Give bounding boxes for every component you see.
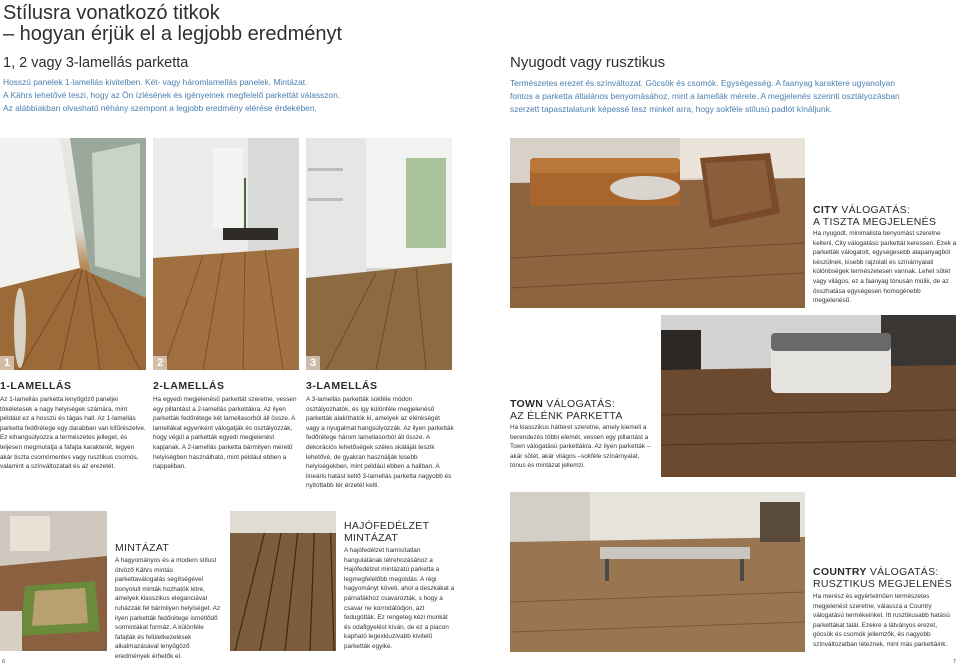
- hajo-heading: [344, 520, 429, 544]
- hajo-text: A hajófedélzet hamisítatlan hangulatának létrehozásához a Hajófedélzet mintázatú parketta a legmegfelelőbb megoldás. A régi hagyományt követi, ahol a deszkákat a párnafákhoz csavarozták, s hogy a csavar ne korrodálódjon, azt fedugótták. Ez rengeteg kézi munkát és odafigyelést kíván, de ez a piacon kapható legexkluzívabb kivitelű parketták egyike.: [344, 547, 455, 650]
- page-title-line1: Stílusra vonatkozó titkok: [3, 2, 220, 24]
- city-heading-line2: A TISZTA MEGJELENÉS: [813, 216, 937, 228]
- intro-text: [3, 76, 473, 115]
- col1-heading: 1-LAMELLÁS: [0, 380, 72, 392]
- page-title-line2: – hogyan érjük el a legjobb eredményt: [3, 23, 343, 45]
- intro-line: Hosszú panelek 1-lamellás kivitelben. Két- vagy háromlamellás panelek. Mintázat.: [3, 77, 308, 87]
- photo-number-1: 1: [0, 356, 14, 370]
- country-heading: [813, 566, 952, 590]
- intro-line: Természetes erezet és színváltozat. Göcsök és csomók. Egységesség. A faanyag karaktere ugyanolyan: [510, 78, 895, 88]
- pattern-floor-photo: [0, 511, 107, 651]
- col3-heading: 3-LAMELLÁS: [306, 380, 378, 392]
- town-heading: [510, 398, 623, 422]
- town-text: Ha klasszikus hátteret szeretne, amely kiemeli a berendezés többi elemét, vessen egy pillantást a Town válogatású parkettákra. Az ilyen parketták – akár sötét, akár világos –sokféle színárnyalat, tónus és mintázat jellemzi.: [510, 424, 651, 470]
- col2-heading: 2-LAMELLÁS: [153, 380, 225, 392]
- town-heading-rest: VÁLOGATÁS:: [543, 398, 616, 410]
- page-subtitle: 1, 2 vagy 3-lamellás parketta: [3, 55, 189, 71]
- photo-number-3: 3: [306, 356, 320, 370]
- town-heading-bold: TOWN: [510, 398, 544, 410]
- hajo-heading-line2: MINTÁZAT: [344, 532, 399, 544]
- living-room-photo-2: [153, 138, 299, 370]
- intro-line: Az alábbiakban olvasható néhány szempont a legjobb eredmény elérése érdekében.: [3, 103, 317, 113]
- city-heading-bold: CITY: [813, 204, 839, 216]
- deck-floor-photo: [230, 511, 336, 651]
- country-text: Ha merész és egyértelműen természetes megjelenést szeretne, válassza a Country válogatású termékeinket. Itt rusztikusabb hatású parkettákat talál. Ezekre a látványos erezet, göcsök és csomók jellemzők, és nagyobb színváltozatban léteznek, mint más parkettáink.: [813, 593, 950, 648]
- city-heading-rest: VÁLOGATÁS:: [838, 204, 911, 216]
- country-interior-photo: [510, 492, 805, 652]
- city-text: Ha nyugodt, minimalista benyomást szeretne kelteni, City válogatású parkettát keressen. Ezek a parketták válogatott, egységesebb alapanyagból készülnek, kisebb rajzolati és színárnyalati különbségek természetesen vannak. Lehet sötét vagy világos, ez a faanyag tónusán múlik, de az összhatása egységesen homogénebb megjelenésű.: [813, 230, 957, 305]
- country-heading-rest: VÁLOGATÁS:: [866, 566, 939, 578]
- country-heading-line2: RUSZTIKUS MEGJELENÉS: [813, 578, 953, 590]
- mintazat-heading: MINTÁZAT: [115, 542, 170, 554]
- right-intro-text: [510, 77, 960, 116]
- right-page-title: Nyugodt vagy rusztikus: [510, 54, 666, 71]
- intro-line: A Kährs lehetővé teszi, hogy az Ön ízlésének és igényeinek megfelelő parkettát válasszon.: [3, 90, 341, 100]
- intro-line: fontos a parketta általános benyomásához, mint a lamellák mérete. A megjelenés szerinti osztályozásban: [510, 91, 900, 101]
- country-heading-bold: COUNTRY: [813, 566, 867, 578]
- city-heading: [813, 204, 936, 228]
- hajo-heading-line1: HAJÓFEDÉLZET: [344, 520, 430, 532]
- page-number-left: 6: [2, 659, 6, 665]
- hallway-photo-1: [0, 138, 146, 370]
- col1-text: Az 1-lamellás parketta lenyűgöző paneljei tökéletesek a nagy helyiségek számára, mint például ez a hosszú és tágas hall. Az 1-lamellás parketta fedőrétege egy darabban van kifűrészelve. Ez kihangsúlyozza a természetes jelleget, és teljesen megmutatja a fafajta karakterét, legyen akár tiszta csomómentes vagy rusztikus csomós, valamint a színváltozatait és az erezetét.: [0, 396, 146, 471]
- hall-photo-3: [306, 138, 452, 370]
- city-living-room-photo: [510, 138, 805, 308]
- col3-text: A 3-lamellás parketták sokféle módon osztályozhatók, és így különféle megjelenésű parketták alakíthatók ki, amelyek az élénkségét vagy a nyugalmat hangsúlyozzák. Az ilyen parketták fedőrétege három lamellasorból áll össze. A dekorációs lehetőségek széles skáláját teszik lehetővé, de gyakran használják kisebb helyiségekben, mint például ebben a hallban. A lineáris hatást keltő 3-lamellás parketta nagyobb és nyitottabb tér érzetét kelti.: [306, 396, 454, 490]
- town-bedroom-photo: [661, 315, 956, 477]
- page-number-right: 7: [953, 659, 957, 665]
- town-heading-line2: AZ ÉLÉNK PARKETTA: [510, 410, 623, 422]
- photo-number-2: 2: [153, 356, 167, 370]
- intro-line: szerzett tapasztalatunk képessé tesz minket arra, hogy sokféle stílusú padlót kínáljunk.: [510, 104, 833, 114]
- col2-text: Ha egyedi megjelenésű parkettát szeretne, vessen egy pillantást a 2-lamellás parkettákra. Az ilyen parketták fedőrétege két lamellasorból áll össze. A lamellákat egyenként válogatják és osztályozzák, hogy végül a parketták egyedi megjelenést kapjanak. A 2-lamellás parketta bármilyen méretű helyiségben használható, mint például ebben a nappaliban.: [153, 396, 297, 471]
- mintazat-text: A hagyományos és a modern stílust ötvöző Kährs mintás parkettaválogatás segítségével bonyolult minták hozhatók létre, amelyek klasszikus eleganciával ruházzák fel bármilyen helyiséget. Az ilyen parketták fedőrétege ismétlődő sormintákat formáz. A különféle fafajták és felületkezelések alkalmazásával lenyűgöző eredmények érhetők el.: [115, 557, 221, 660]
